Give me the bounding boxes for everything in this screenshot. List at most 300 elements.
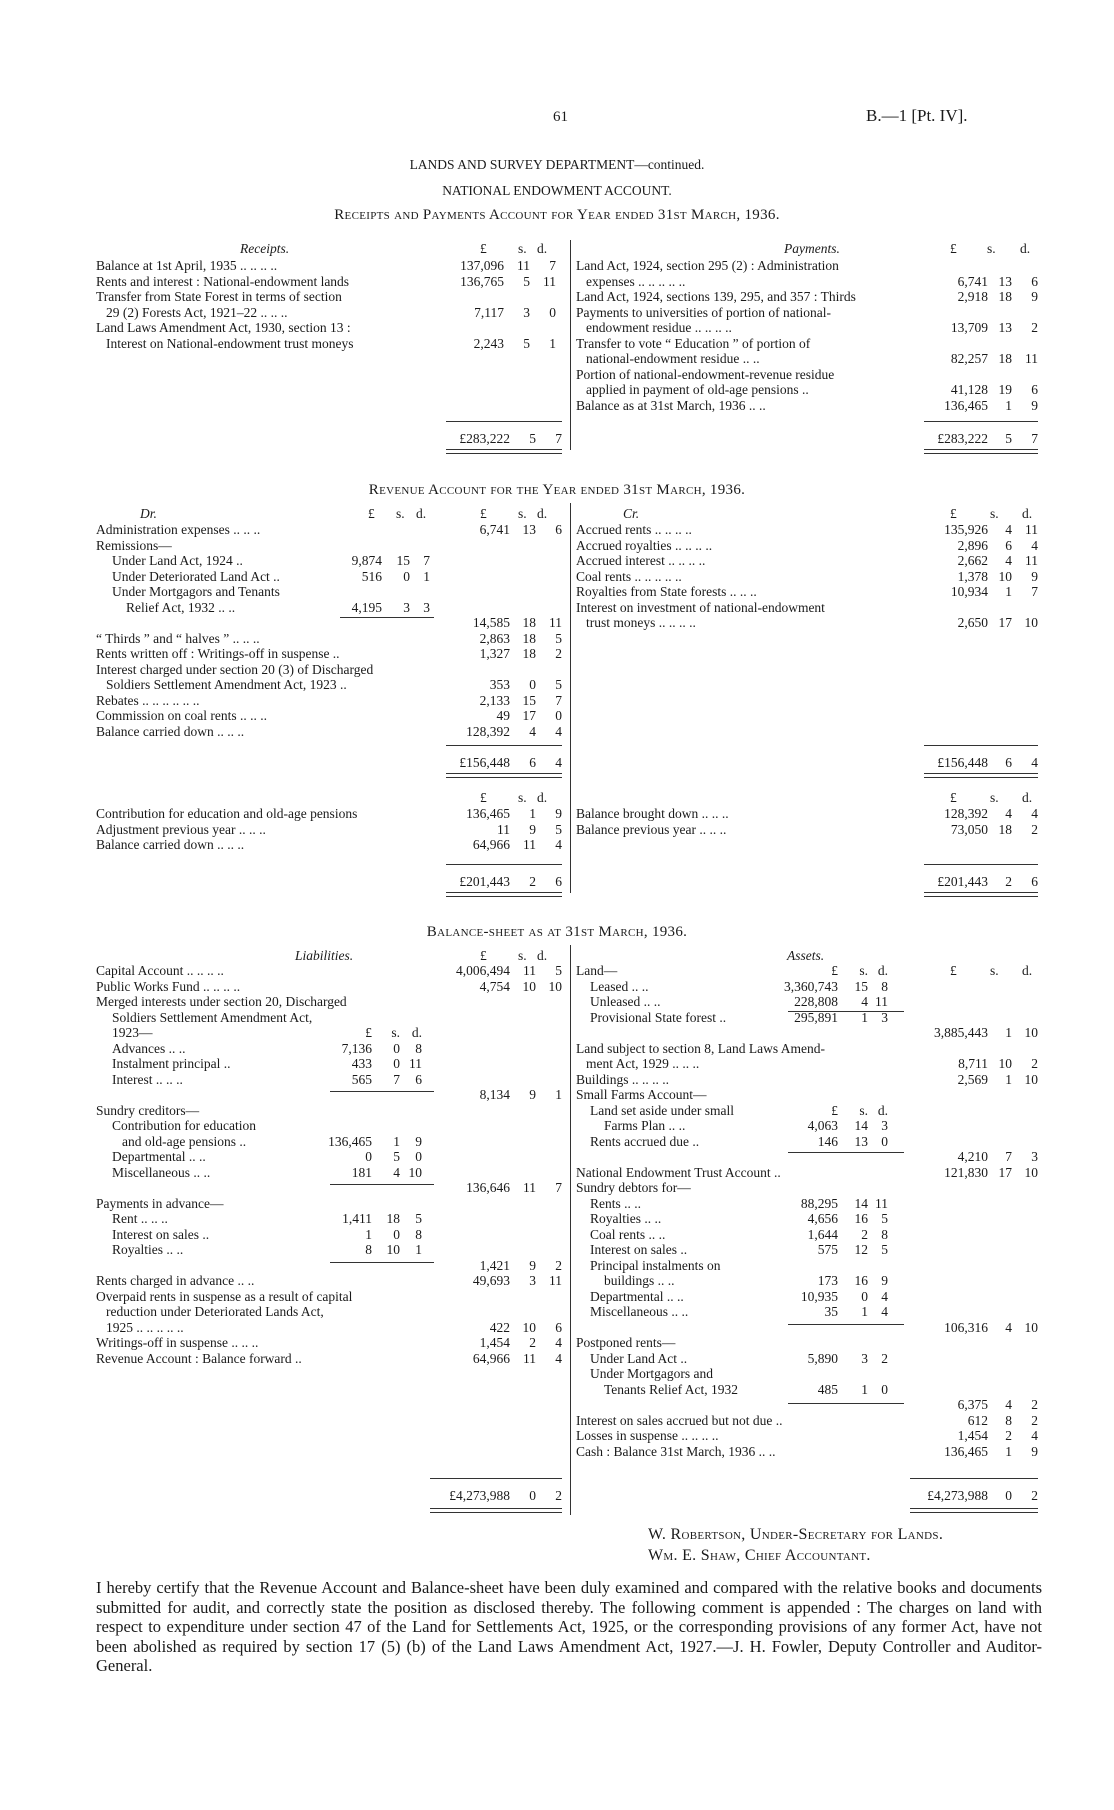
row-label: Transfer from State Forest in terms of section	[96, 289, 342, 304]
amount-shillings: 5	[523, 335, 530, 351]
ledger-row	[576, 1211, 1038, 1227]
row-label: Relief Act, 1932 .. ..	[126, 599, 236, 615]
row-label: Balance previous year .. .. ..	[576, 821, 727, 837]
ledger-row	[576, 1056, 1038, 1072]
ledger-row	[576, 305, 1038, 321]
total-pounds: £4,273,988	[449, 1488, 510, 1503]
subtotal-shillings: 1	[393, 1133, 400, 1149]
amount-pence: 7	[555, 1180, 562, 1195]
row-label: endowment residue .. .. .. ..	[586, 320, 732, 335]
ledger-row	[576, 1413, 1038, 1429]
amount-pence: 2	[1031, 1412, 1038, 1428]
total-pence: 7	[1031, 431, 1038, 446]
credit-heading: Cr.	[623, 506, 640, 521]
row-label: Unleased .. ..	[590, 994, 661, 1009]
amount-pounds: 64,966	[472, 837, 510, 852]
row-label: Departmental .. ..	[590, 1288, 684, 1304]
row-label: Adjustment previous year .. .. ..	[96, 821, 266, 837]
row-label: Soldiers Settlement Amendment Act,	[112, 1009, 313, 1025]
subtotal-pence: 0	[881, 1133, 888, 1149]
subtotal-shillings: 0	[861, 1288, 868, 1304]
revenue-debit-total-2	[446, 874, 562, 890]
ledger-row	[96, 274, 556, 290]
amount-shillings: 11	[523, 963, 536, 978]
subtotal-shillings: 16	[854, 1273, 868, 1288]
subtotal-pounds: 433	[351, 1056, 372, 1071]
ledger-row	[576, 1444, 1038, 1460]
amount-pence: 2	[555, 1257, 562, 1273]
ledger-row	[576, 1196, 1038, 1212]
amount-pounds: 6,741	[479, 522, 510, 537]
amount-pence: 9	[1031, 397, 1038, 413]
total-pounds: £156,448	[937, 755, 988, 770]
row-label: Under Land Act, 1924 ..	[112, 553, 243, 568]
subtotal-pounds: 1,411	[342, 1211, 372, 1226]
row-label: “ Thirds ” and “ halves ” .. .. ..	[96, 630, 260, 646]
amount-pounds: 2,243	[473, 335, 504, 351]
debit-heading: Dr.	[140, 506, 157, 521]
subtotal-shillings: 4	[861, 994, 868, 1009]
ledger-row	[576, 1103, 1038, 1119]
amount-shillings: 13	[998, 273, 1012, 289]
currency-pence: d.	[537, 790, 548, 805]
amount-pounds: 1,378	[957, 568, 988, 584]
subtotal-shillings: 4	[393, 1164, 400, 1180]
amount-pounds: 8,134	[479, 1087, 510, 1102]
row-label: Buildings .. .. .. ..	[576, 1071, 670, 1087]
amount-shillings: 4	[1005, 553, 1012, 568]
amount-shillings: 18	[522, 615, 536, 630]
amount-pounds: 13,709	[950, 320, 988, 335]
amount-pence: 11	[1025, 553, 1038, 568]
ledger-row	[96, 1211, 562, 1227]
amount-pence: 10	[1024, 1025, 1038, 1040]
amount-shillings: 5	[523, 273, 530, 289]
row-label: Overpaid rents in suspense as a result of capital	[96, 1288, 353, 1304]
amount-shillings: 11	[523, 1350, 536, 1366]
ledger-row	[96, 837, 562, 853]
amount-pounds: 136,465	[466, 806, 510, 821]
subtotal-pence: 5	[881, 1242, 888, 1257]
row-label: 1923—	[112, 1025, 153, 1040]
amount-shillings: 1	[529, 806, 536, 821]
ledger-row	[96, 1118, 562, 1134]
ledger-row	[576, 1180, 1038, 1196]
ledger-row	[96, 631, 562, 647]
amount-pounds: 4,754	[479, 978, 510, 994]
subtotal-pence: 5	[881, 1211, 888, 1226]
ledger-row	[576, 1010, 1038, 1026]
amount-pence: 7	[1031, 584, 1038, 599]
ledger-row	[96, 258, 556, 274]
amount-shillings: 19	[998, 382, 1012, 397]
total-pounds: £283,222	[937, 431, 988, 446]
currency-pound: £	[950, 241, 957, 256]
amount-pence: 4	[1031, 537, 1038, 553]
subtotal-pounds: 10,935	[800, 1288, 838, 1304]
currency-pence: d.	[1022, 963, 1033, 978]
amount-pounds: 136,465	[944, 1443, 988, 1459]
subtotal-shillings: 13	[854, 1133, 868, 1149]
amount-pence: 7	[549, 258, 556, 273]
ledger-row	[576, 1273, 1038, 1289]
amount-pence: 4	[555, 1350, 562, 1366]
balance-sheet-title: Balance-sheet as at 31st March, 1936.	[426, 924, 688, 940]
amount-shillings: 1	[1005, 1443, 1012, 1459]
amount-shillings: 11	[523, 837, 536, 852]
amount-shillings: 11	[517, 258, 530, 273]
row-label: 29 (2) Forests Act, 1921–22 .. .. ..	[106, 304, 288, 320]
amount-pounds: 4,210	[957, 1149, 988, 1164]
amount-shillings: 3	[529, 1273, 536, 1288]
subtotal-pence: 3	[881, 1009, 888, 1025]
amount-pence: 5	[555, 630, 562, 646]
subtotal-pounds: 3,360,743	[784, 978, 838, 994]
ledger-row	[576, 538, 1038, 554]
ledger-row	[576, 336, 1038, 352]
amount-pence: 2	[555, 646, 562, 661]
subtotal-pounds: £	[831, 1102, 838, 1118]
row-label: Capital Account .. .. .. ..	[96, 963, 224, 978]
ledger-row	[96, 963, 562, 979]
subtotal-pounds: 1	[365, 1226, 372, 1242]
row-label: 1925 .. .. .. .. ..	[106, 1319, 184, 1335]
subtotal-pounds: 485	[817, 1381, 838, 1397]
subtotal-shillings: 16	[854, 1211, 868, 1226]
currency-shilling: s.	[518, 948, 527, 963]
ledger-row	[96, 1180, 562, 1196]
subtotal-pence: 0	[415, 1149, 422, 1164]
ledger-row	[96, 1242, 562, 1258]
amount-shillings: 18	[998, 821, 1012, 837]
amount-shillings: 2	[529, 1335, 536, 1350]
currency-pence: d.	[537, 241, 548, 256]
row-label: Rents written off : Writings-off in suspense ..	[96, 646, 340, 661]
row-label: Commission on coal rents .. .. ..	[96, 708, 267, 723]
payments-heading: Payments.	[784, 241, 840, 256]
subtotal-pounds: 4,656	[807, 1211, 838, 1226]
total-pence: 2	[555, 1488, 562, 1503]
account-heading: NATIONAL ENDOWMENT ACCOUNT.	[442, 183, 672, 198]
subtotal-pounds: 1,644	[807, 1226, 838, 1242]
ledger-row	[96, 305, 556, 321]
subtotal-shillings: 18	[386, 1211, 400, 1226]
total-pence: 6	[555, 874, 562, 889]
row-label: Remissions—	[96, 537, 172, 553]
ledger-row	[96, 1196, 562, 1212]
row-label: Provisional State forest ..	[590, 1009, 727, 1025]
row-label: Public Works Fund .. .. .. ..	[96, 978, 241, 994]
row-label: Land Act, 1924, section 295 (2) : Administration	[576, 258, 839, 273]
ledger-row	[96, 1103, 562, 1119]
subtotal-pence: 11	[875, 994, 888, 1009]
amount-pounds: 2,863	[479, 630, 510, 646]
row-label: Transfer to vote “ Education ” of portion of	[576, 335, 811, 351]
amount-shillings: 4	[529, 723, 536, 739]
ledger-row	[96, 600, 562, 616]
ledger-row	[576, 258, 1038, 274]
amount-shillings: 11	[523, 1180, 536, 1195]
row-label: applied in payment of old-age pensions ..	[586, 382, 809, 397]
amount-pence: 4	[555, 1335, 562, 1350]
total-pounds: £4,273,988	[927, 1488, 988, 1503]
ledger-row	[96, 1304, 562, 1320]
ledger-row	[96, 1335, 562, 1351]
subtotal-shillings: s.	[859, 1102, 868, 1118]
row-label: Under Mortgagors and Tenants	[112, 584, 280, 599]
amount-pounds: 49,693	[472, 1273, 510, 1288]
row-label: Rents accrued due ..	[590, 1133, 700, 1149]
row-label: Interest .. .. ..	[112, 1071, 183, 1087]
amount-shillings: 9	[529, 1087, 536, 1102]
ledger-row	[576, 320, 1038, 336]
amount-pence: 10	[1024, 1319, 1038, 1335]
row-label: Balance as at 31st March, 1936 .. ..	[576, 397, 766, 413]
ledger-row	[576, 979, 1038, 995]
row-label: Accrued royalties .. .. .. ..	[576, 537, 713, 553]
subtotal-pence: 9	[415, 1133, 422, 1149]
row-label: Under Land Act ..	[590, 1350, 688, 1366]
audit-certificate: I hereby certify that the Revenue Account and Balance-sheet have been duly examined and compared with the relative books and documents submitted for audit, and correctly state the position as disclosed thereby. The following comment is appended : The charges on land with respect to expenditure under section 47 of the Land for Settlements Act, 1925, or the corresponding provisions of any former Act, have not been abolished as required by section 17 (5) (b) of the Land Laws Amendment Act, 1927.—J. H. Fowler, Deputy Controller and Auditor-General.	[96, 1578, 1042, 1675]
amount-shillings: 0	[529, 677, 536, 692]
liabilities-heading: Liabilities.	[295, 948, 354, 963]
ledger-row	[576, 994, 1038, 1010]
amount-shillings: 2	[1005, 1428, 1012, 1443]
ledger-row	[576, 822, 1038, 838]
amount-pence: 2	[1031, 1056, 1038, 1071]
subtotal-shillings: 3	[403, 599, 410, 615]
ledger-row	[576, 600, 1038, 616]
amount-shillings: 1	[1005, 1025, 1012, 1040]
amount-pounds: 64,966	[472, 1350, 510, 1366]
subtotal-shillings: s.	[391, 1025, 400, 1040]
signature-chief-accountant: Wm. E. Shaw, Chief Accountant.	[648, 1547, 871, 1564]
currency-shilling: s.	[990, 790, 999, 805]
ledger-row	[576, 367, 1038, 383]
amount-pence: 6	[555, 522, 562, 537]
amount-pounds: 49	[496, 708, 510, 723]
row-label: Payments to universities of portion of national-	[576, 304, 831, 320]
subtotal-shillings: 2	[861, 1226, 868, 1242]
ledger-row	[576, 289, 1038, 305]
ledger-row	[96, 1165, 562, 1181]
row-label: Miscellaneous .. ..	[112, 1164, 211, 1180]
row-label: Rents .. ..	[590, 1195, 642, 1211]
report-reference: B.—1 [Pt. IV].	[866, 106, 968, 125]
subtotal-pence: 7	[423, 553, 430, 568]
row-label: Rents and interest : National-endowment lands	[96, 273, 350, 289]
row-label: Small Farms Account—	[576, 1087, 707, 1102]
amount-pounds: 1,454	[479, 1335, 510, 1350]
ledger-row	[576, 1041, 1038, 1057]
row-label: Leased .. ..	[590, 978, 649, 994]
amount-pence: 7	[555, 692, 562, 708]
ledger-row	[576, 1165, 1038, 1181]
currency-pound: £	[480, 790, 487, 805]
row-label: Under Deteriorated Land Act ..	[112, 568, 280, 584]
amount-pence: 10	[1024, 1164, 1038, 1180]
row-label: Balance brought down .. .. ..	[576, 806, 729, 821]
amount-pence: 10	[1024, 615, 1038, 630]
amount-shillings: 6	[1005, 537, 1012, 553]
total-shillings: 5	[529, 431, 536, 446]
ledger-row	[96, 708, 562, 724]
amount-shillings: 4	[1005, 1397, 1012, 1412]
amount-pence: 3	[1031, 1149, 1038, 1164]
subtotal-shillings: 0	[393, 1226, 400, 1242]
revenue-debit-total	[446, 755, 562, 771]
amount-shillings: 13	[522, 522, 536, 537]
ledger-row	[96, 336, 556, 352]
total-pence: 7	[555, 431, 562, 446]
amount-pounds: 10,934	[950, 584, 988, 599]
subtotal-shillings: 0	[403, 568, 410, 584]
amount-shillings: 18	[522, 630, 536, 646]
subtotal-pence: 1	[415, 1242, 422, 1257]
currency-pence: d.	[1020, 241, 1031, 256]
amount-pence: 11	[1025, 351, 1038, 366]
row-label: Land subject to section 8, Land Laws Amend-	[576, 1040, 825, 1056]
amount-pence: 2	[1031, 821, 1038, 837]
ledger-row	[576, 1227, 1038, 1243]
subtotal-pounds: 565	[351, 1071, 372, 1087]
row-label: Losses in suspense .. .. .. ..	[576, 1428, 719, 1443]
amount-pence: 5	[555, 821, 562, 837]
amount-pounds: 3,885,443	[934, 1025, 988, 1040]
ledger-row	[576, 569, 1038, 585]
subtotal-shillings: 10	[386, 1242, 400, 1257]
total-pence: 6	[1031, 874, 1038, 889]
amount-pounds: 106,316	[944, 1319, 988, 1335]
row-label: Revenue Account : Balance forward ..	[96, 1350, 302, 1366]
total-shillings: 2	[529, 874, 536, 889]
ledger-row	[576, 1366, 1038, 1382]
subtotal-pounds: 4,195	[351, 599, 382, 615]
amount-pounds: 612	[967, 1412, 988, 1428]
department-heading: LANDS AND SURVEY DEPARTMENT—continued.	[409, 157, 705, 172]
amount-pounds: 2,662	[957, 553, 988, 568]
subtotal-pounds: 7,136	[341, 1040, 372, 1056]
currency-pound: £	[950, 790, 957, 805]
row-label: Balance carried down .. .. ..	[96, 723, 245, 739]
subtotal-pounds: 88,295	[800, 1195, 838, 1211]
subtotal-shillings: 0	[393, 1040, 400, 1056]
amount-shillings: 10	[998, 568, 1012, 584]
subtotal-pounds: £	[831, 963, 838, 978]
amount-shillings: 1	[1005, 584, 1012, 599]
row-label: Rents charged in advance .. ..	[96, 1273, 255, 1288]
amount-pence: 11	[543, 273, 556, 289]
subtotal-pounds: 181	[351, 1164, 372, 1180]
total-pounds: £201,443	[459, 874, 510, 889]
ledger-row	[576, 806, 1038, 822]
amount-pounds: 14,585	[472, 615, 510, 630]
row-label: Interest on sales accrued but not due ..	[576, 1412, 783, 1428]
subtotal-pence: 3	[423, 599, 430, 615]
receipts-heading: Receipts.	[240, 241, 290, 256]
row-label: Accrued interest .. .. .. ..	[576, 553, 706, 568]
row-label: Miscellaneous .. ..	[590, 1304, 689, 1319]
subtotal-pence: 4	[881, 1304, 888, 1319]
ledger-row	[96, 522, 562, 538]
amount-pounds: 136,765	[460, 273, 504, 289]
subtotal-pounds: 228,808	[794, 994, 838, 1009]
ledger-row	[576, 1087, 1038, 1103]
ledger-row	[96, 1056, 562, 1072]
subtotal-shillings: 5	[393, 1149, 400, 1164]
amount-pence: 4	[555, 837, 562, 852]
ledger-row	[576, 1072, 1038, 1088]
ledger-row	[96, 1025, 562, 1041]
subtotal-pence: 2	[881, 1350, 888, 1366]
ledger-row	[96, 822, 562, 838]
subtotal-shillings: 1	[861, 1009, 868, 1025]
row-label: Farms Plan .. ..	[604, 1118, 686, 1133]
subtotal-pence: d.	[877, 963, 888, 978]
row-label: Payments in advance—	[96, 1195, 224, 1211]
ledger-row	[576, 1242, 1038, 1258]
subtotal-pence: 8	[415, 1040, 422, 1056]
currency-pence: d.	[416, 506, 427, 521]
currency-pound: £	[950, 963, 957, 978]
amount-pounds: 128,392	[466, 723, 510, 739]
subtotal-pounds: 35	[824, 1304, 838, 1319]
row-label: Interest on sales ..	[590, 1242, 688, 1257]
amount-shillings: 13	[998, 320, 1012, 335]
ledger-row	[96, 1041, 562, 1057]
row-label: Tenants Relief Act, 1932	[604, 1381, 739, 1397]
subtotal-pence: 6	[415, 1071, 422, 1087]
row-label: Coal rents .. .. .. .. ..	[576, 568, 682, 584]
row-label: reduction under Deteriorated Lands Act,	[106, 1304, 324, 1319]
ledger-row	[576, 1428, 1038, 1444]
ledger-row	[96, 615, 562, 631]
subtotal-shillings: 1	[861, 1304, 868, 1319]
row-label: buildings .. ..	[604, 1273, 675, 1288]
row-label: Balance carried down .. .. ..	[96, 837, 245, 852]
subtotal-pounds: 5,890	[807, 1350, 838, 1366]
subtotal-shillings: 3	[861, 1350, 868, 1366]
currency-shilling: s.	[990, 506, 999, 521]
amount-shillings: 9	[529, 821, 536, 837]
row-label: Land Act, 1924, sections 139, 295, and 357 : Thirds	[576, 289, 856, 304]
subtotal-pence: 10	[408, 1164, 422, 1180]
amount-shillings: 9	[529, 1257, 536, 1273]
amount-pounds: 2,133	[479, 692, 510, 708]
ledger-row	[96, 1351, 562, 1367]
receipts-payments-title: Receipts and Payments Account for Year ended 31st March, 1936.	[334, 207, 780, 223]
liabilities-total	[430, 1488, 562, 1504]
amount-shillings: 18	[998, 289, 1012, 304]
ledger-row	[576, 1397, 1038, 1413]
ledger-row	[576, 963, 1038, 979]
ledger-row	[576, 382, 1038, 398]
amount-pence: 9	[555, 806, 562, 821]
subtotal-pounds: 516	[361, 568, 382, 584]
subtotal-shillings: 12	[854, 1242, 868, 1257]
subtotal-pounds: 0	[365, 1149, 372, 1164]
ledger-row	[576, 274, 1038, 290]
ledger-row	[96, 553, 562, 569]
total-pence: 2	[1031, 1488, 1038, 1503]
revenue-account-title: Revenue Account for the Year ended 31st March, 1936.	[368, 482, 746, 498]
total-shillings: 6	[529, 755, 536, 770]
amount-pounds: 11	[497, 821, 510, 837]
currency-pound: £	[480, 948, 487, 963]
revenue-credit-total-2	[924, 874, 1038, 890]
currency-pound: £	[480, 506, 487, 521]
amount-pence: 9	[1031, 568, 1038, 584]
